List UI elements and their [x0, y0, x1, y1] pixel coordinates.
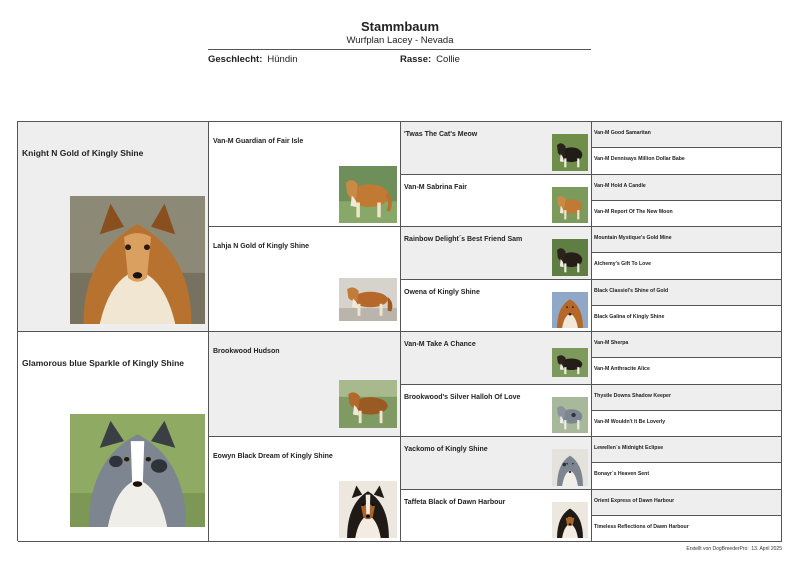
dog-name: 'Twas The Cat's Meow: [404, 131, 478, 138]
blue-merle-collie-head-photo: [70, 414, 205, 527]
gen3-cell: [401, 437, 592, 490]
dog-name: Yackomo of Kingly Shine: [404, 446, 488, 453]
gen4-cell: [592, 463, 782, 490]
dog-name: Mountain Mystique's Gold Mine: [594, 235, 672, 241]
gen4-cell: [592, 358, 782, 385]
gen3-cell: [401, 175, 592, 227]
gen3-cell: [401, 227, 592, 280]
gen2-cell: [209, 437, 401, 542]
header-divider: [208, 49, 591, 50]
breed-label: Rasse:: [400, 54, 432, 65]
dog-name: Lewellen´s Midnight Eclipse: [594, 445, 664, 451]
footer-date: 13. April 2025: [751, 546, 782, 552]
gen2-cell: [209, 227, 401, 332]
dog-name: Eowyn Black Dream of Kingly Shine: [213, 453, 333, 460]
page-subtitle: Wurfplan Lacey - Nevada: [346, 35, 454, 46]
page-title: Stammbaum: [360, 19, 440, 34]
gen2-cell: [209, 332, 401, 437]
gen3-cell: [401, 490, 592, 542]
blue-merle-collie-photo: [552, 397, 588, 433]
dog-name: Alchemy's Gift To Love: [594, 261, 652, 267]
gen4-cell: [592, 306, 782, 332]
gen4-cell: [592, 122, 782, 148]
sable-collie-stacked-photo: [339, 166, 397, 223]
dog-name: Van-M Anthracite Alice: [594, 366, 650, 372]
dog-name: Brookwood Hudson: [213, 348, 280, 355]
dog-name: Knight N Gold of Kingly Shine: [22, 148, 144, 158]
dog-name: Van-M Dennisays Million Dollar Babe: [594, 156, 685, 162]
dog-name: Van-M Good Samaritan: [594, 130, 651, 136]
footer-credit-text: Erstellt von DogBreederPro:: [686, 546, 749, 552]
blue-merle-collie-head-photo: [552, 449, 588, 486]
dog-name: Timeless Reflections of Dawn Harbour: [594, 524, 689, 530]
dog-name: Taffeta Black of Dawn Harbour: [404, 499, 506, 506]
gen4-cell: [592, 490, 782, 516]
dog-name: Van-M Sabrina Fair: [404, 184, 468, 191]
dog-name: Lahja N Gold of Kingly Shine: [213, 243, 310, 250]
dog-name: Owena of Kingly Shine: [404, 289, 480, 296]
gen4-cell: [592, 227, 782, 253]
gen4-cell: [592, 175, 782, 201]
gen3-cell: [401, 332, 592, 385]
breed-value: Collie: [436, 54, 460, 65]
gen1-cell: [18, 332, 209, 542]
gender-field: [208, 54, 298, 65]
dog-name: Black Galina of Kingly Shine: [594, 314, 665, 320]
dog-name: Glamorous blue Sparkle of Kingly Shine: [22, 358, 185, 368]
tricolor-collie-photo: [552, 134, 588, 171]
sable-collie-photo: [552, 187, 588, 223]
gen2-cell: [209, 122, 401, 227]
pedigree-table: [17, 121, 782, 541]
sable-collie-head-photo: [70, 196, 205, 324]
dog-name: Van-M Report Of The New Moon: [594, 209, 673, 215]
footer-credit: [686, 546, 782, 552]
tricolor-collie-head-photo: [339, 481, 397, 538]
dog-name: Van-M Hold A Candle: [594, 183, 646, 189]
dog-name: Rainbow Delight´s Best Friend Sam: [404, 236, 523, 243]
dog-name: Van-M Sherpa: [594, 340, 629, 346]
dog-name: Bonayr´s Heaven Sent: [594, 471, 650, 477]
sable-collie-outdoor-photo: [339, 380, 397, 428]
dog-name: Van-M Wouldn't It Be Loverly: [594, 419, 666, 425]
dog-name: Black Classiel's Shine of Gold: [594, 288, 669, 294]
sable-collie-head-photo: [552, 292, 588, 328]
gen3-cell: [401, 280, 592, 332]
gen1-cell: [18, 122, 209, 332]
gen4-cell: [592, 437, 782, 463]
gen4-cell: [592, 148, 782, 175]
tricolor-collie-head-photo: [552, 502, 588, 538]
dog-name: Orient Express of Dawn Harbour: [594, 498, 675, 504]
gen4-cell: [592, 385, 782, 411]
gender-value: Hündin: [267, 54, 298, 65]
gen3-cell: [401, 385, 592, 437]
dog-name: Van-M Guardian of Fair Isle: [213, 138, 304, 145]
gen4-cell: [592, 411, 782, 437]
gen4-cell: [592, 332, 782, 358]
tricolor-collie-photo: [552, 239, 588, 276]
dog-name: Thystle Downs Shadow Keeper: [594, 393, 671, 399]
dog-name: Brookwood's Silver Halloh Of Love: [404, 394, 521, 401]
gender-label: Geschlecht:: [208, 54, 263, 65]
gen4-cell: [592, 280, 782, 306]
dog-name: Van-M Take A Chance: [404, 341, 476, 348]
gen4-cell: [592, 516, 782, 542]
sable-collie-show-stack-photo: [339, 278, 397, 321]
tricolor-collie-photo: [552, 348, 588, 377]
gen4-cell: [592, 253, 782, 280]
gen4-cell: [592, 201, 782, 227]
gen3-cell: [401, 122, 592, 175]
breed-field: [400, 54, 460, 65]
